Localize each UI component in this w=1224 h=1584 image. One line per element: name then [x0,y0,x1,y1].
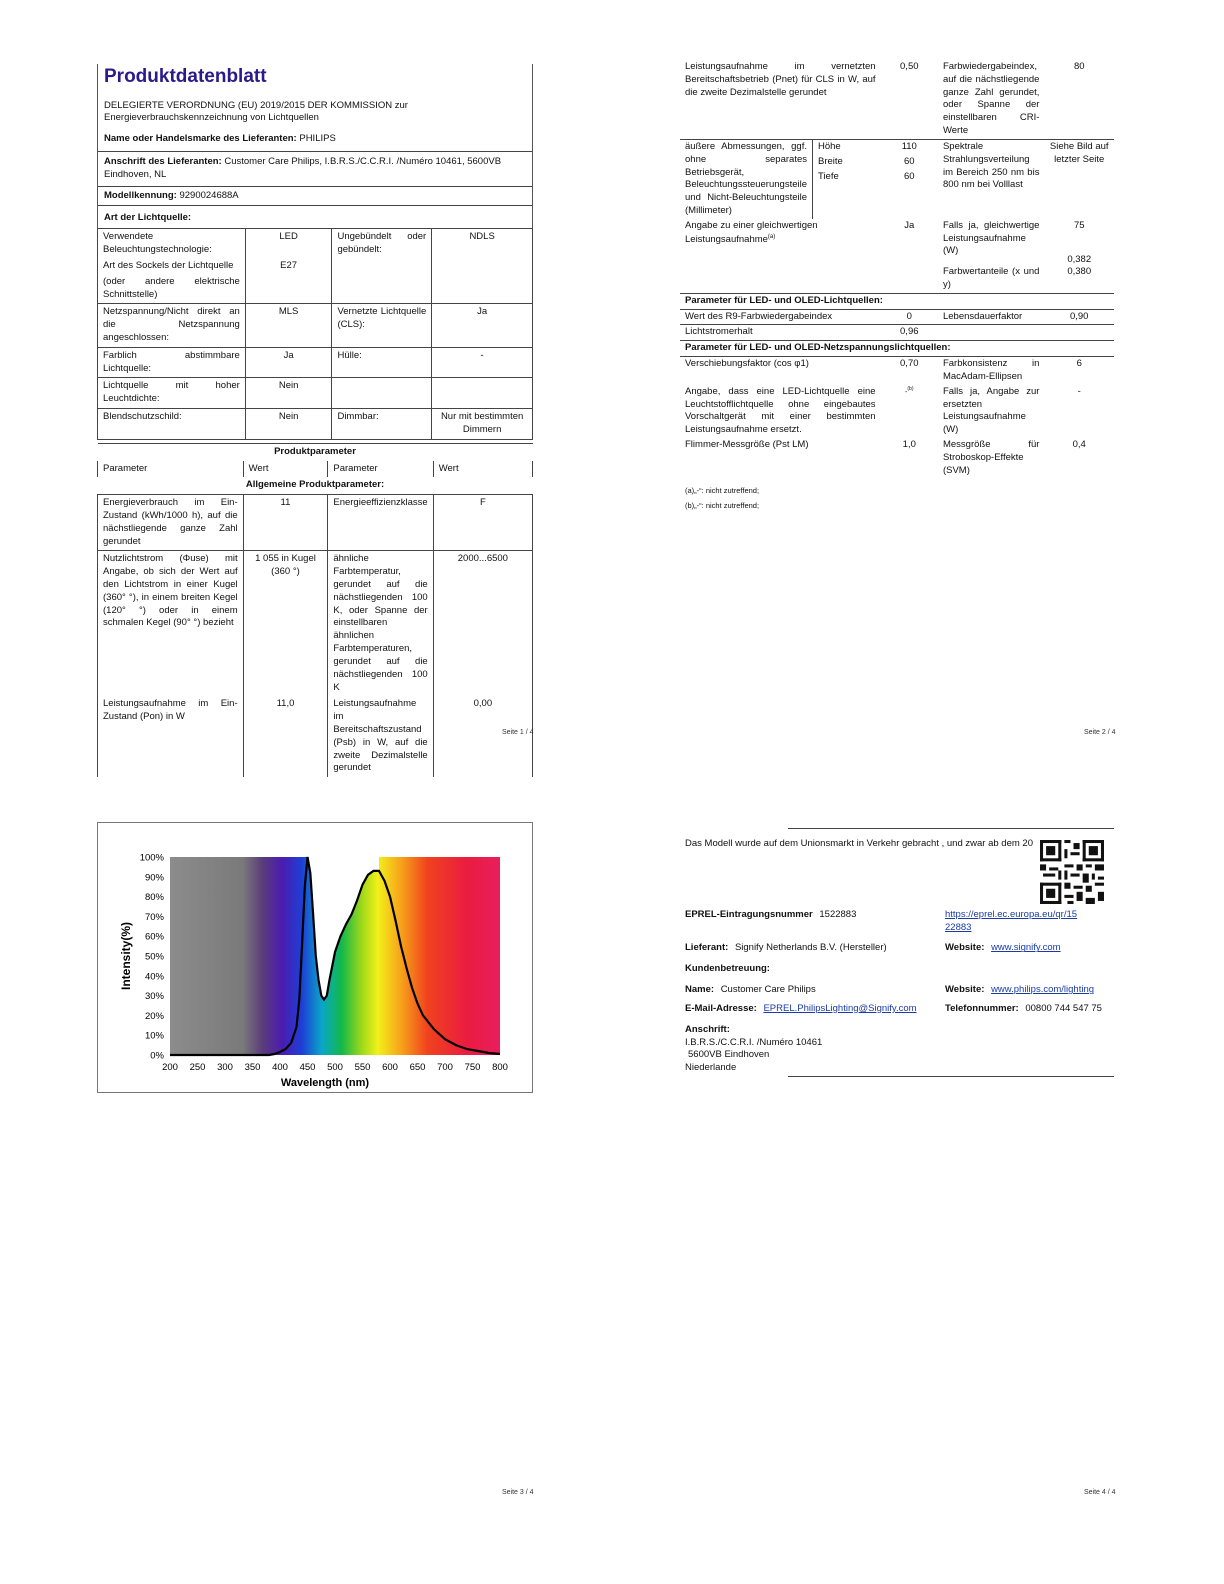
dim-value: 60 [903,170,915,182]
address-value: Customer Care Philips, I.B.R.S./C.C.R.I. /Numéro 10461, 5600VB Eindhoven, NL [104,156,502,180]
dim-value: 110 [901,140,917,152]
dim-value: 60 [903,155,915,167]
info-block [680,909,1114,1075]
name-label: Name: [685,984,715,996]
param-label: Energieverbrauch im Ein-Zustand (kWh/1000 h), auf die nächstliegende ganze Zahl gerundet [98,495,244,551]
envelope-label: Hülle: [332,347,432,378]
footnote-b: (b)„-“: nicht zutreffend; [685,500,760,510]
email-row [685,1003,1114,1016]
top-rule [788,828,1114,829]
equiv-label-text: Angabe zu einer gleichwertigen Leistungsaufnahme [685,219,818,245]
model-label: Modellkennung: [104,189,177,201]
equiv-power-label: Falls ja, gleichwertige Leistungsaufnahme (W) [942,219,1040,257]
param-row [98,696,533,777]
supplier-label: Name oder Handelsmarke des Lieferanten: [104,133,297,145]
param-value: 11,0 [243,696,328,777]
x-tick-label: 700 [437,1062,453,1073]
supplier-value: PHILIPS [299,133,336,145]
lumen-row [680,325,1114,341]
x-tick-label: 550 [354,1062,371,1073]
y-axis-label: Intensity(%) [119,921,133,991]
antiglare-value: Nein [245,409,332,440]
chroma-x: 0,382 [1067,253,1092,265]
life-label: Lebensdauerfaktor [938,309,1044,325]
care-website-link[interactable]: www.philips.com/lighting [991,984,1095,996]
param-label: Energieeffizienzklasse [328,495,433,551]
shift-row [680,357,1114,385]
strobe-value: 0,4 [1072,438,1086,450]
y-tick-label: 90% [144,872,164,884]
eprel-row [685,909,1114,935]
x-tick-label: 650 [409,1062,426,1073]
page-2 [680,60,1114,513]
page-3 [97,822,533,1093]
tech-value-text: LED [279,231,298,243]
page-number: Seite 2 / 4 [1084,729,1116,736]
bottom-rule [788,1076,1114,1077]
email-label: E-Mail-Adresse: [685,1002,757,1014]
y-tick-label: 0% [150,1050,164,1062]
tunable-label: Farblich abstimmbare Lichtquelle: [98,347,246,378]
cri-label: Farbwiedergabeindex, auf die nächstliegende ganze Zahl gerundet, oder Spanne der einstellbaren CRI-Werte [942,61,1040,137]
dimmable-label: Dimmbar: [332,409,432,440]
address-line: Niederlande [685,1062,737,1074]
dim-name: Breite [818,155,843,167]
page-1 [97,60,533,777]
pnet-value: 0,50 [900,61,919,72]
supplier-row [685,942,1114,955]
x-axis-label: Wavelength (nm) [280,1077,370,1089]
spectral-value: Siehe Bild auf letzter Seite [1044,139,1114,218]
x-tick-group [162,1062,508,1073]
type-table [97,228,533,439]
type-row [98,378,533,409]
col-header: Wert [433,461,532,478]
pnet-row [680,60,1114,139]
col-header: Parameter [98,461,244,478]
tech-label-text: Verwendete Beleuchtungstechnologie: [103,231,212,256]
directional-label: Ungebündelt oder gebündelt: [332,229,432,304]
y-tick-label: 100% [139,852,164,864]
param-row [98,495,533,551]
dim-name: Tiefe [818,170,839,182]
hl-label: Lichtquelle mit hoher Leuchtdichte: [98,378,246,409]
x-tick-label: 500 [327,1062,343,1073]
page-1-frame [97,64,533,228]
y-tick-group [140,853,165,1062]
r9-value: 0 [881,309,938,325]
flicker-row [680,438,1114,478]
params-table [97,443,533,778]
address-line: I.B.R.S./C.C.R.I. /Numéro 10461 [685,1036,823,1048]
supplier-label: Lieferant: [685,942,729,954]
y-tick-label: 30% [144,991,164,1003]
socket-value-text: E27 [280,260,298,272]
type-row [98,409,533,440]
param-value: 1 055 in Kugel (360 °) [243,551,328,696]
chroma-y: 0,380 [1067,266,1092,278]
equiv-label [680,219,881,294]
param-value: 0,00 [433,696,532,777]
param-value: 2000...6500 [433,551,532,696]
led-section-title: Parameter für LED- und OLED-Lichtquellen: [680,293,1114,309]
supplier-website-link[interactable]: www.signify.com [991,942,1061,954]
param-label: Nutzlichtstrom (Φuse) mit Angabe, ob sich der Wert auf den Lichtstrom in einer Kugel (360° °), in einem breiten Kegel (120° °) oder in einem schmalen Kegel (90° °) bezieht [98,551,244,696]
shift-label: Verschiebungsfaktor (cos φ1) [680,357,881,385]
param-row [98,551,533,696]
eprel-link-cont[interactable]: 22883 [945,921,972,933]
page2-table [680,60,1114,478]
consistency-value: 6 [1044,357,1114,385]
replace-power-value: - [1077,385,1081,397]
address-label: Anschrift des Lieferanten: [104,156,222,168]
email-link[interactable]: EPREL.PhilipsLighting@Signify.com [763,1002,917,1014]
consistency-label: Farbkonsistenz in MacAdam-Ellipsen [938,357,1044,385]
empty-cell [1044,325,1114,341]
address-label: Anschrift: [685,1023,730,1035]
page-number: Seite 3 / 4 [502,1489,534,1496]
equiv-row [680,219,1114,294]
r9-row [680,309,1114,325]
y-tick-label: 50% [144,951,164,963]
footnote-marker: (a) [767,233,776,240]
empty-cell [332,378,432,409]
y-tick-label: 20% [144,1010,164,1022]
phone-value: 00800 744 547 75 [1025,1002,1102,1014]
life-value: 0,90 [1044,309,1114,325]
replace-label: Angabe, dass eine LED-Lichtquelle eine Leuchtstofflichtquelle ohne eingebautes Vorschaltgerät mit einer bestimmten Leistungsaufnahme ersetzt. [685,385,876,436]
website-label: Website: [945,942,985,954]
eprel-link[interactable]: https://eprel.ec.europa.eu/qr/15 [945,908,1078,920]
cls-value: Ja [432,304,533,347]
strobe-label: Messgröße für Stroboskop-Effekte (SVM) [942,438,1040,476]
tunable-value: Ja [245,347,332,378]
supplier-value: Signify Netherlands B.V. (Hersteller) [734,942,887,954]
eprel-label: EPREL-Eintragungsnummer [685,908,813,920]
flicker-value: 1,0 [902,438,916,450]
replace-power-label: Falls ja, Angabe zur ersetzten Leistungsaufnahme (W) [942,385,1040,436]
supplier-row [98,131,532,152]
param-value: 11 [243,495,328,551]
mains-label: Netzspannung/Nicht direkt an die Netzspannung angeschlossen: [98,304,246,347]
replace-row [680,385,1114,438]
care-name-row [685,984,1114,997]
x-tick-label: 250 [189,1062,206,1073]
qr-code-icon [1040,840,1104,904]
x-tick-label: 800 [492,1062,508,1073]
address-line: 5600VB Eindhoven [688,1049,770,1061]
shift-value: 0,70 [881,357,938,385]
tech-label [98,229,246,304]
col-header: Wert [243,461,328,478]
param-label: ähnliche Farbtemperatur, gerundet auf die nächstliegenden 100 K, oder Spanne der einstellbaren ähnlichen Farbtemperaturen, gerundet auf die nächstliegenden 100 K [328,551,433,696]
antiglare-label: Blendschutzschild: [98,409,246,440]
cls-label: Vernetzte Lichtquelle (CLS): [332,304,432,347]
dims-names [813,139,881,218]
address-row [98,152,532,187]
market-text: Das Modell wurde auf dem Unionsmarkt in Verkehr gebracht , und zwar ab dem 20 [685,838,1033,849]
page-number: Seite 1 / 4 [502,729,534,736]
x-tick-label: 200 [162,1062,178,1073]
chroma-label: Farbwertanteile (x und y) [942,266,1040,290]
page-number: Seite 4 / 4 [1084,1489,1116,1496]
phone-label: Telefonnummer: [945,1002,1019,1014]
general-params-title: Allgemeine Produktparameter: [98,477,533,494]
param-value: F [433,495,532,551]
equiv-detail-values [1044,219,1114,294]
x-tick-label: 450 [299,1062,316,1073]
spectrum-chart [98,823,532,1092]
type-row [98,304,533,347]
y-tick-label: 80% [144,892,164,904]
model-row [98,187,532,205]
mains-value: MLS [245,304,332,347]
socket-label-text: Art des Sockels der Lichtquelle [103,259,234,271]
spectrum-chart-frame [97,822,533,1093]
dimmable-value: Nur mit bestimmten Dimmern [432,409,533,440]
col-header: Parameter [328,461,433,478]
hl-value: Nein [245,378,332,409]
footnote-marker: (b) [907,385,914,392]
socket-label-sub: (oder andere elektrische Schnittstelle) [103,275,240,300]
type-row [98,347,533,378]
flicker-label: Flimmer-Messgröße (Pst LM) [685,438,809,450]
footnote-a: (a)„-“: nicht zutreffend; [685,486,760,496]
dim-name: Höhe [818,140,841,152]
lumen-label: Lichtstromerhalt [680,325,881,341]
pnet-label: Leistungsaufnahme im vernetzten Bereitschaftsbetrieb (Pnet) für CLS in W, auf die zweite Dezimalstelle gerundet [685,61,876,98]
empty-cell [432,378,533,409]
col-header-row [98,461,533,478]
page-4 [680,828,1114,1075]
tech-value [245,229,332,304]
lumen-value: 0,96 [881,325,938,341]
product-params-title: Produktparameter [274,445,356,457]
website-label: Website: [945,984,985,996]
cri-value: 80 [1073,61,1085,72]
x-tick-label: 300 [217,1062,233,1073]
type-label: Art der Lichtquelle: [98,205,532,229]
dims-row [680,139,1114,218]
empty-cell [938,325,1044,341]
y-tick-label: 40% [144,971,164,983]
mains-section-title: Parameter für LED- und OLED-Netzspannungslichtquellen: [680,341,1114,357]
equiv-power-value: 75 [1073,219,1085,231]
dims-values [881,139,938,218]
r9-label: Wert des R9-Farbwiedergabeindex [680,309,881,325]
equiv-value: Ja [904,219,915,231]
type-row [98,229,533,304]
y-tick-label: 70% [144,911,164,923]
regulation-text: DELEGIERTE VERORDNUNG (EU) 2019/2015 DER KOMMISSION zur Energieverbrauchskennzeichnung von Lichtquellen [104,99,408,124]
page-title: Produktdatenblatt [104,66,267,87]
y-tick-label: 10% [144,1030,164,1042]
directional-value: NDLS [432,229,533,304]
replace-value-text: - [905,388,908,396]
dims-label: äußere Abmessungen, ggf. ohne separates Betriebsgerät, Beleuchtungssteuerungsteile und Nicht-Beleuchtungsteile (Millimeter) [680,139,813,218]
replace-value [881,385,938,438]
param-label: Leistungsaufnahme im Bereitschaftszustand (Psb) in W, auf die zweite Dezimalstelle gerundet [328,696,433,777]
customer-care-label: Kundenbetreuung: [685,963,770,975]
eprel-value: 1522883 [819,908,857,920]
equiv-detail [938,219,1044,294]
spectral-label: Spektrale Strahlungsverteilung im Bereich 250 nm bis 800 nm bei Volllast [938,139,1044,218]
y-tick-label: 60% [144,931,164,943]
x-tick-label: 750 [464,1062,481,1073]
x-tick-label: 350 [244,1062,261,1073]
envelope-value: - [432,347,533,378]
param-label: Leistungsaufnahme im Ein-Zustand (Pon) in W [98,696,244,777]
name-value: Customer Care Philips [720,984,816,996]
model-value: 9290024688A [179,189,239,201]
x-tick-label: 400 [272,1062,288,1073]
x-tick-label: 600 [382,1062,398,1073]
